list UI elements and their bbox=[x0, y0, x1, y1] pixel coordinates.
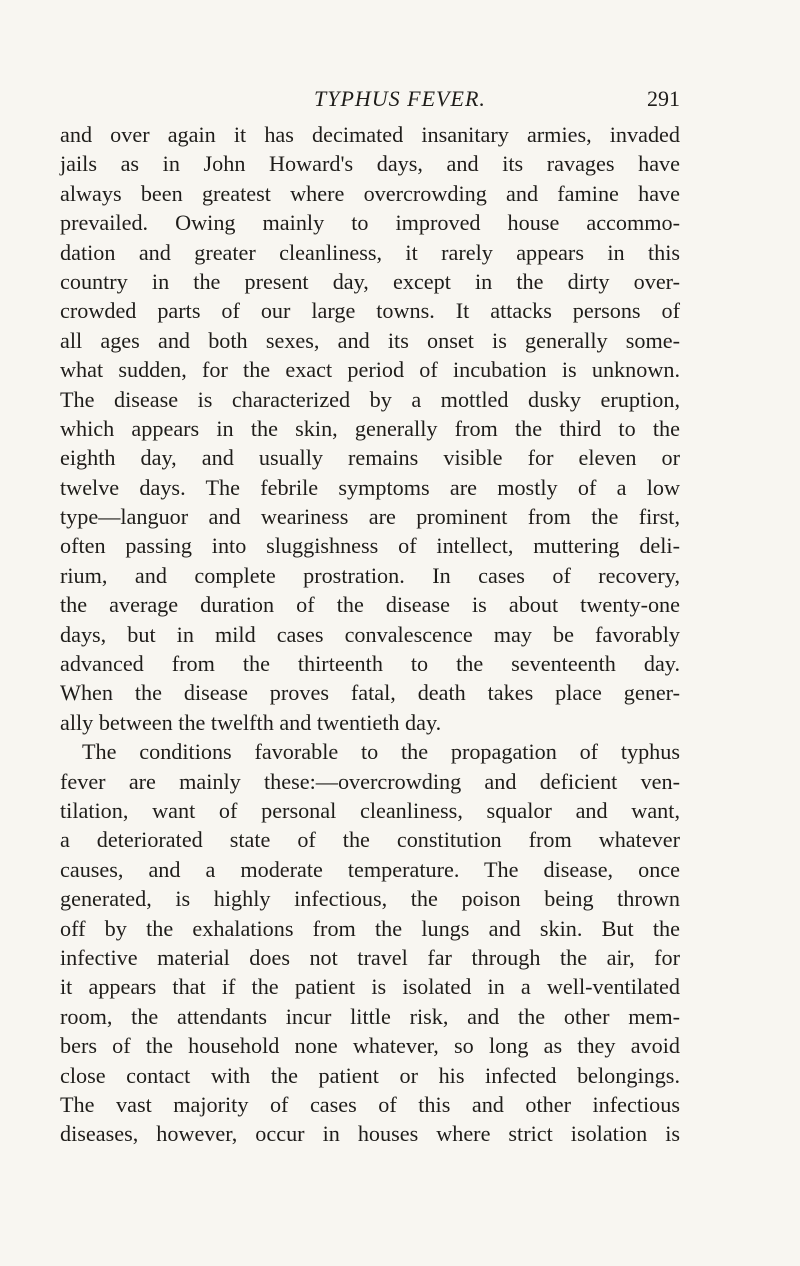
text-line: The vast majority of cases of this and other infectious bbox=[60, 1091, 680, 1117]
text-line: causes, and a moderate temperature. The disease, once bbox=[60, 856, 680, 882]
text-line: twelve days. The febrile symptoms are mostly of a low bbox=[60, 474, 680, 500]
text-line: days, but in mild cases convalescence may be favorably bbox=[60, 621, 680, 647]
text-line: tilation, want of personal cleanliness, squalor and want, bbox=[60, 797, 680, 823]
page-number: 291 bbox=[647, 86, 680, 111]
text-line: often passing into sluggishness of intellect, muttering deli- bbox=[60, 533, 680, 559]
text-line: and over again it has decimated insanitary armies, invaded bbox=[60, 122, 680, 147]
text-line: crowded parts of our large towns. It attacks persons of bbox=[60, 298, 680, 324]
body-text bbox=[60, 120, 680, 1149]
text-line: what sudden, for the exact period of incubation is unknown. bbox=[60, 357, 680, 383]
text-line: The disease is characterized by a mottled dusky eruption, bbox=[60, 386, 680, 412]
text-line: the average duration of the disease is about twenty-one bbox=[60, 592, 680, 618]
text-line: When the disease proves fatal, death takes place gener- bbox=[60, 680, 680, 706]
text-line: rium, and complete prostration. In cases of recovery, bbox=[60, 562, 680, 588]
text-line: jails as in John Howard's days, and its ravages have bbox=[60, 151, 680, 177]
running-head bbox=[60, 86, 680, 112]
text-line: type—languor and weariness are prominent from the first, bbox=[60, 504, 680, 530]
text-line: eighth day, and usually remains visible for eleven or bbox=[60, 445, 680, 471]
text-line: generated, is highly infectious, the poison being thrown bbox=[60, 886, 680, 912]
text-line: diseases, however, occur in houses where strict isolation is bbox=[60, 1121, 680, 1147]
text-line: it appears that if the patient is isolated in a well-ventilated bbox=[60, 974, 680, 1000]
text-line: prevailed. Owing mainly to improved house accommo- bbox=[60, 210, 680, 236]
text-line: a deteriorated state of the constitution from whatever bbox=[60, 827, 680, 853]
paragraph-end-line: ally between the twelfth and twentieth day. bbox=[60, 709, 442, 735]
text-line: room, the attendants incur little risk, and the other mem- bbox=[60, 1003, 680, 1029]
text-line: always been greatest where overcrowding and famine have bbox=[60, 180, 680, 206]
text-line: dation and greater cleanliness, it rarely appears in this bbox=[60, 239, 680, 265]
text-line: country in the present day, except in the dirty over- bbox=[60, 268, 680, 294]
running-title: TYPHUS FEVER. bbox=[314, 86, 486, 111]
text-line: bers of the household none whatever, so long as they avoid bbox=[60, 1033, 680, 1059]
text-line: infective material does not travel far through the air, for bbox=[60, 944, 680, 970]
paragraph-start-line: The conditions favorable to the propagation of typhus bbox=[82, 739, 680, 765]
text-line: fever are mainly these:—overcrowding and deficient ven- bbox=[60, 768, 680, 794]
text-line: off by the exhalations from the lungs and skin. But the bbox=[60, 915, 680, 941]
text-line: all ages and both sexes, and its onset is generally some- bbox=[60, 327, 680, 353]
text-line: close contact with the patient or his infected belongings. bbox=[60, 1062, 680, 1088]
text-line: advanced from the thirteenth to the seventeenth day. bbox=[60, 651, 680, 677]
text-line: which appears in the skin, generally from the third to the bbox=[60, 415, 680, 441]
